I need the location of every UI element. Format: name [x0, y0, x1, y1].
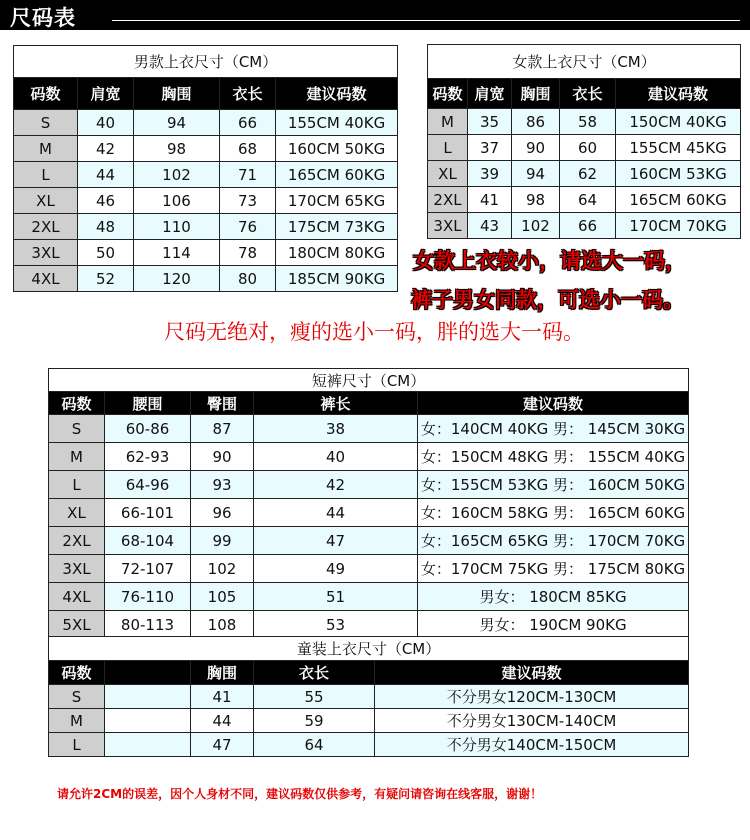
women-top-value-cell: 86 [512, 109, 560, 135]
women-top-value-cell: 62 [560, 161, 616, 187]
men-top-header: 肩宽 [78, 78, 134, 110]
men-top-value-cell: 40 [78, 110, 134, 136]
women-top-header: 胸围 [512, 79, 560, 109]
men-top-value-cell: 50 [78, 240, 134, 266]
men-top-table [13, 45, 398, 292]
shorts-table [48, 368, 689, 639]
shorts-value-cell: 女：155CM 53KG 男： 160CM 50KG [418, 471, 689, 499]
shorts-row [49, 415, 689, 443]
women-top-value-cell: 94 [512, 161, 560, 187]
men-top-value-cell: 66 [220, 110, 276, 136]
men-top-row [14, 162, 398, 188]
women-top-size-cell: L [428, 135, 468, 161]
women-top-value-cell: 90 [512, 135, 560, 161]
shorts-row [49, 443, 689, 471]
men-top-size-cell: L [14, 162, 78, 188]
shorts-value-cell: 女：140CM 40KG 男： 145CM 30KG [418, 415, 689, 443]
men-top-value-cell: 71 [220, 162, 276, 188]
banner-divider [112, 20, 740, 21]
women-top-header: 建议码数 [616, 79, 741, 109]
shorts-size-cell: S [49, 415, 105, 443]
men-top-row [14, 136, 398, 162]
kids-top-row [49, 685, 689, 709]
men-top-size-cell: M [14, 136, 78, 162]
kids-top-header: 建议码数 [375, 661, 689, 685]
shorts-value-cell: 女：165CM 65KG 男： 170CM 70KG [418, 527, 689, 555]
women-top-value-cell: 160CM 53KG [616, 161, 741, 187]
shorts-row [49, 527, 689, 555]
men-top-value-cell: 160CM 50KG [276, 136, 398, 162]
kids-top-size-cell: S [49, 685, 105, 709]
kids-top-row [49, 733, 689, 757]
shorts-value-cell: 102 [191, 555, 254, 583]
shorts-header: 建议码数 [418, 392, 689, 415]
women-top-size-cell: XL [428, 161, 468, 187]
shorts-value-cell: 51 [254, 583, 418, 611]
men-top-value-cell: 46 [78, 188, 134, 214]
shorts-value-cell: 60-86 [105, 415, 191, 443]
men-top-value-cell: 180CM 80KG [276, 240, 398, 266]
shorts-size-cell: 2XL [49, 527, 105, 555]
men-top-value-cell: 80 [220, 266, 276, 292]
women-top-table [427, 44, 741, 239]
shorts-value-cell: 44 [254, 499, 418, 527]
men-top-value-cell: 68 [220, 136, 276, 162]
shorts-row [49, 583, 689, 611]
men-top-size-cell: S [14, 110, 78, 136]
women-top-value-cell: 58 [560, 109, 616, 135]
men-top-value-cell: 76 [220, 214, 276, 240]
women-top-header: 衣长 [560, 79, 616, 109]
shorts-size-cell: 5XL [49, 611, 105, 639]
shorts-value-cell: 64-96 [105, 471, 191, 499]
men-top-value-cell: 73 [220, 188, 276, 214]
shorts-size-cell: 3XL [49, 555, 105, 583]
shorts-header: 裤长 [254, 392, 418, 415]
men-top-value-cell: 114 [134, 240, 220, 266]
shorts-value-cell: 53 [254, 611, 418, 639]
men-top-value-cell: 44 [78, 162, 134, 188]
women-top-header: 码数 [428, 79, 468, 109]
shorts-row [49, 555, 689, 583]
men-top-value-cell: 106 [134, 188, 220, 214]
men-top-caption: 男款上衣尺寸（CM） [14, 46, 398, 78]
women-top-value-cell: 155CM 45KG [616, 135, 741, 161]
shorts-size-cell: 4XL [49, 583, 105, 611]
men-top-value-cell: 98 [134, 136, 220, 162]
shorts-value-cell: 女：160CM 58KG 男： 165CM 60KG [418, 499, 689, 527]
note-general: 尺码无绝对，瘦的选小一码，胖的选大一码。 [164, 320, 584, 344]
women-top-value-cell: 60 [560, 135, 616, 161]
kids-top-value-cell [105, 733, 191, 757]
shorts-value-cell: 96 [191, 499, 254, 527]
kids-top-size-cell: M [49, 709, 105, 733]
kids-top-value-cell: 41 [191, 685, 254, 709]
women-top-value-cell: 64 [560, 187, 616, 213]
shorts-row [49, 471, 689, 499]
men-top-row [14, 110, 398, 136]
shorts-value-cell: 93 [191, 471, 254, 499]
men-top-size-cell: 2XL [14, 214, 78, 240]
kids-top-value-cell: 不分男女120CM-130CM [375, 685, 689, 709]
shorts-value-cell: 40 [254, 443, 418, 471]
men-top-value-cell: 170CM 65KG [276, 188, 398, 214]
men-top-size-cell: XL [14, 188, 78, 214]
shorts-value-cell: 49 [254, 555, 418, 583]
men-top-size-cell: 4XL [14, 266, 78, 292]
women-top-row [428, 135, 741, 161]
shorts-value-cell: 男女： 180CM 85KG [418, 583, 689, 611]
women-top-value-cell: 35 [468, 109, 512, 135]
men-top-header: 码数 [14, 78, 78, 110]
kids-top-row [49, 709, 689, 733]
kids-top-header [105, 661, 191, 685]
men-top-value-cell: 52 [78, 266, 134, 292]
men-top-value-cell: 94 [134, 110, 220, 136]
kids-top-value-cell: 47 [191, 733, 254, 757]
shorts-value-cell: 108 [191, 611, 254, 639]
women-top-size-cell: 2XL [428, 187, 468, 213]
kids-top-value-cell [105, 685, 191, 709]
men-top-value-cell: 175CM 73KG [276, 214, 398, 240]
shorts-value-cell: 38 [254, 415, 418, 443]
shorts-value-cell: 62-93 [105, 443, 191, 471]
men-top-row [14, 214, 398, 240]
shorts-size-cell: XL [49, 499, 105, 527]
men-top-size-cell: 3XL [14, 240, 78, 266]
men-top-value-cell: 78 [220, 240, 276, 266]
men-top-value-cell: 42 [78, 136, 134, 162]
kids-top-value-cell: 44 [191, 709, 254, 733]
shorts-size-cell: L [49, 471, 105, 499]
men-top-value-cell: 102 [134, 162, 220, 188]
kids-top-header: 码数 [49, 661, 105, 685]
shorts-value-cell: 105 [191, 583, 254, 611]
kids-top-header: 衣长 [254, 661, 375, 685]
men-top-value-cell: 155CM 40KG [276, 110, 398, 136]
shorts-value-cell: 男女： 190CM 90KG [418, 611, 689, 639]
shorts-size-cell: M [49, 443, 105, 471]
shorts-value-cell: 87 [191, 415, 254, 443]
shorts-value-cell: 42 [254, 471, 418, 499]
kids-top-caption: 童装上衣尺寸（CM） [49, 637, 689, 661]
women-top-row [428, 187, 741, 213]
women-top-value-cell: 43 [468, 213, 512, 239]
men-top-row [14, 240, 398, 266]
title-banner [0, 0, 750, 30]
shorts-caption: 短裤尺寸（CM） [49, 369, 689, 392]
shorts-value-cell: 47 [254, 527, 418, 555]
kids-top-value-cell: 不分男女130CM-140CM [375, 709, 689, 733]
women-top-value-cell: 98 [512, 187, 560, 213]
men-top-header: 衣长 [220, 78, 276, 110]
kids-top-value-cell: 55 [254, 685, 375, 709]
men-top-value-cell: 185CM 90KG [276, 266, 398, 292]
men-top-value-cell: 120 [134, 266, 220, 292]
men-top-row [14, 188, 398, 214]
kids-top-header: 胸围 [191, 661, 254, 685]
note-women-size-up: 女款上衣较小，请选大一码， [413, 249, 686, 273]
note-pants-unisex: 裤子男女同款，可选小一码。 [411, 288, 684, 312]
men-top-header: 建议码数 [276, 78, 398, 110]
women-top-size-cell: 3XL [428, 213, 468, 239]
women-top-value-cell: 150CM 40KG [616, 109, 741, 135]
women-top-value-cell: 165CM 60KG [616, 187, 741, 213]
shorts-value-cell: 女：150CM 48KG 男： 155CM 40KG [418, 443, 689, 471]
page-title: 尺码表 [10, 6, 76, 30]
shorts-value-cell: 女：170CM 75KG 男： 175CM 80KG [418, 555, 689, 583]
shorts-value-cell: 80-113 [105, 611, 191, 639]
women-top-value-cell: 102 [512, 213, 560, 239]
women-top-value-cell: 66 [560, 213, 616, 239]
men-top-value-cell: 48 [78, 214, 134, 240]
shorts-header: 臀围 [191, 392, 254, 415]
men-top-value-cell: 110 [134, 214, 220, 240]
women-top-value-cell: 37 [468, 135, 512, 161]
women-top-row [428, 161, 741, 187]
women-top-value-cell: 39 [468, 161, 512, 187]
kids-top-value-cell [105, 709, 191, 733]
shorts-row [49, 499, 689, 527]
shorts-header: 腰围 [105, 392, 191, 415]
men-top-row [14, 266, 398, 292]
shorts-row [49, 611, 689, 639]
shorts-value-cell: 66-101 [105, 499, 191, 527]
shorts-value-cell: 72-107 [105, 555, 191, 583]
shorts-value-cell: 99 [191, 527, 254, 555]
women-top-row [428, 109, 741, 135]
kids-top-value-cell: 59 [254, 709, 375, 733]
women-top-size-cell: M [428, 109, 468, 135]
women-top-row [428, 213, 741, 239]
shorts-value-cell: 68-104 [105, 527, 191, 555]
men-top-value-cell: 165CM 60KG [276, 162, 398, 188]
women-top-value-cell: 41 [468, 187, 512, 213]
footer-disclaimer: 请允许2CM的误差，因个人身材不同，建议码数仅供参考，有疑问请咨询在线客服，谢谢！ [57, 787, 543, 801]
women-top-value-cell: 170CM 70KG [616, 213, 741, 239]
kids-top-value-cell: 64 [254, 733, 375, 757]
women-top-caption: 女款上衣尺寸（CM） [428, 45, 741, 79]
kids-top-table [48, 636, 689, 757]
kids-top-value-cell: 不分男女140CM-150CM [375, 733, 689, 757]
shorts-value-cell: 90 [191, 443, 254, 471]
women-top-header: 肩宽 [468, 79, 512, 109]
shorts-value-cell: 76-110 [105, 583, 191, 611]
men-top-header: 胸围 [134, 78, 220, 110]
shorts-header: 码数 [49, 392, 105, 415]
kids-top-size-cell: L [49, 733, 105, 757]
